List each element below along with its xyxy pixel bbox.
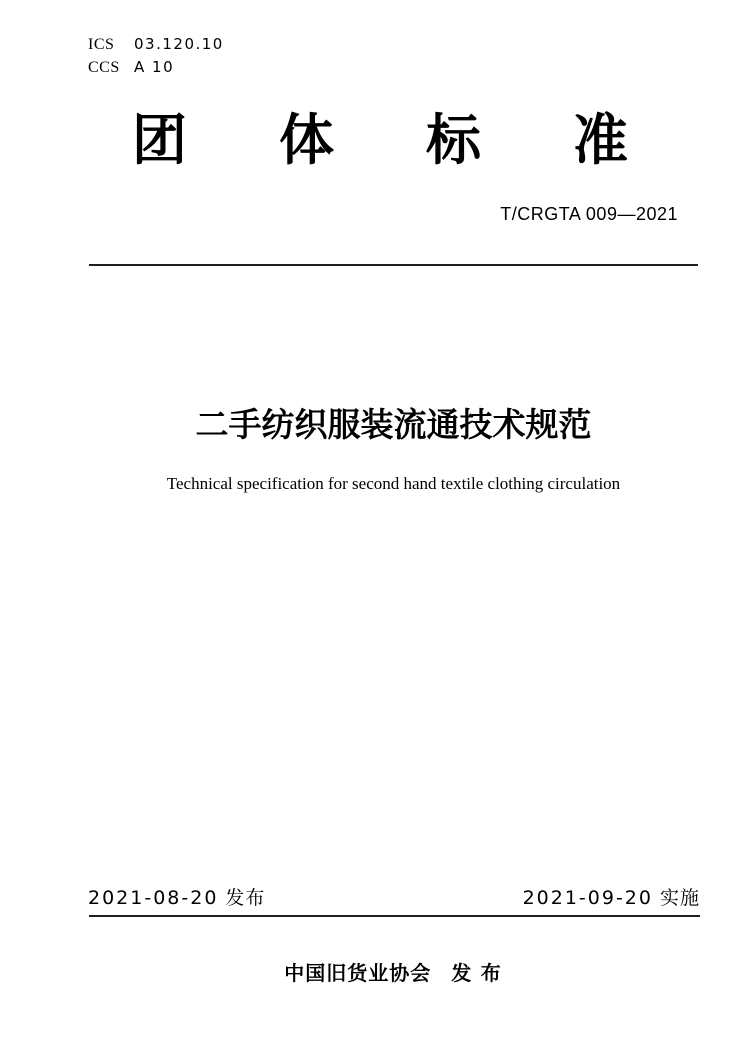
issue-date-group bbox=[88, 886, 265, 912]
issue-date: 2021-08-20 bbox=[88, 887, 219, 909]
publisher-name: 中国旧货业协会 bbox=[284, 963, 432, 985]
implementation-label: 实施 bbox=[659, 888, 700, 909]
document-title-zh: 二手纺织服装流通技术规范 bbox=[195, 406, 592, 443]
ccs-line bbox=[88, 56, 224, 79]
ics-value: 03.120.10 bbox=[134, 35, 224, 53]
ccs-label: CCS bbox=[88, 59, 120, 76]
implementation-date: 2021-09-20 bbox=[522, 887, 653, 909]
classification-codes bbox=[88, 33, 224, 79]
ics-label: ICS bbox=[88, 36, 115, 53]
footer-rule bbox=[89, 915, 700, 917]
publisher-action: 发 布 bbox=[451, 963, 503, 985]
date-row bbox=[88, 886, 700, 912]
standard-code: T/CRGTA 009—2021 bbox=[500, 204, 678, 224]
issue-label: 发布 bbox=[225, 888, 266, 909]
publisher-row bbox=[89, 957, 698, 986]
document-title-en: Technical specification for second hand textile clothing circulation bbox=[166, 474, 621, 493]
implementation-date-group bbox=[523, 886, 700, 912]
header-rule bbox=[89, 264, 698, 266]
ccs-value: A 10 bbox=[134, 58, 175, 76]
standard-type-heading: 团体标准 bbox=[132, 109, 721, 171]
ics-line bbox=[88, 33, 224, 56]
